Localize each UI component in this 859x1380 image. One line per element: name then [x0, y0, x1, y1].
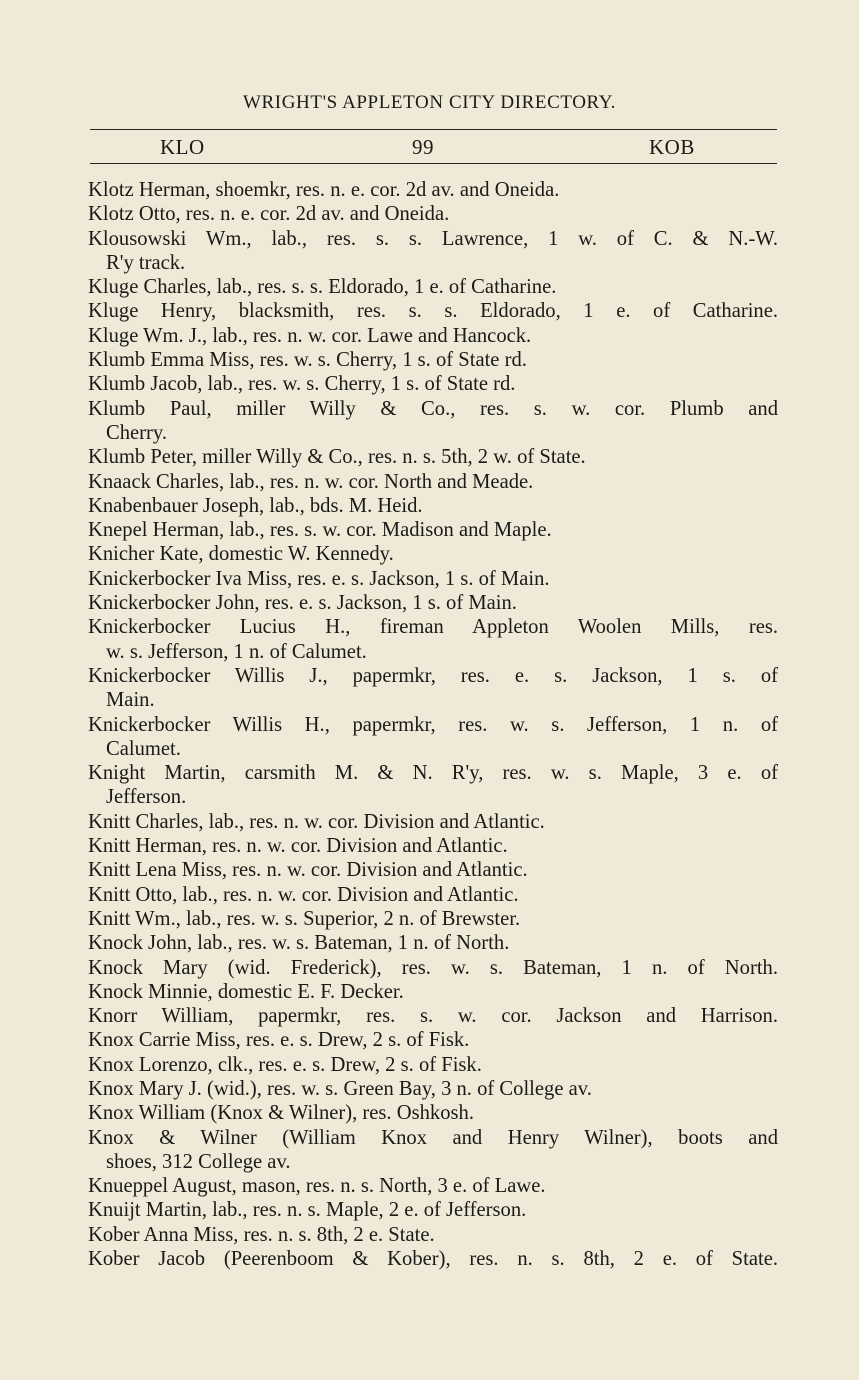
directory-entry: Kluge Henry, blacksmith, res. s. s. Eldorado, 1 e. of Catharine. [88, 300, 778, 323]
page-number: 99 [412, 135, 434, 159]
directory-entry: Knueppel August, mason, res. n. s. North, 3 e. of Lawe. [88, 1175, 546, 1198]
directory-entry: Knox Mary J. (wid.), res. w. s. Green Bay, 3 n. of College av. [88, 1077, 592, 1100]
entry-continuation: shoes, 312 College av. [106, 1150, 291, 1173]
directory-entries [88, 178, 778, 1271]
header-top-rule [90, 129, 777, 130]
directory-entry: Knight Martin, carsmith M. & N. R'y, res. w. s. Maple, 3 e. of [88, 762, 778, 785]
directory-entry: Knox & Wilner (William Knox and Henry Wilner), boots and [88, 1126, 778, 1149]
directory-entry: Knickerbocker Lucius H., fireman Appleton Woolen Mills, res. [88, 616, 778, 639]
directory-entry: Knitt Lena Miss, res. n. w. cor. Division and Atlantic. [88, 859, 528, 882]
directory-entry: Knuijt Martin, lab., res. n. s. Maple, 2 e. of Jefferson. [88, 1199, 527, 1222]
entry-continuation: Cherry. [106, 421, 167, 444]
directory-entry: Knickerbocker Iva Miss, res. e. s. Jackson, 1 s. of Main. [88, 567, 550, 590]
directory-entry: Klumb Jacob, lab., res. w. s. Cherry, 1 s. of State rd. [88, 373, 516, 396]
header-range-start: KLO [160, 135, 205, 159]
directory-entry: Knickerbocker Willis J., papermkr, res. e. s. Jackson, 1 s. of [88, 664, 778, 687]
directory-entry: Kober Anna Miss, res. n. s. 8th, 2 e. State. [88, 1223, 435, 1246]
directory-entry: Klotz Otto, res. n. e. cor. 2d av. and Oneida. [88, 203, 450, 226]
directory-entry: Knitt Charles, lab., res. n. w. cor. Division and Atlantic. [88, 810, 545, 833]
directory-entry: Knock Mary (wid. Frederick), res. w. s. Bateman, 1 n. of North. [88, 956, 778, 979]
directory-entry: Knickerbocker Willis H., papermkr, res. w. s. Jefferson, 1 n. of [88, 713, 778, 736]
directory-entry: Knitt Otto, lab., res. n. w. cor. Division and Atlantic. [88, 883, 519, 906]
entry-continuation: Calumet. [106, 737, 181, 760]
directory-entry: Kluge Charles, lab., res. s. s. Eldorado, 1 e. of Catharine. [88, 276, 557, 299]
directory-entry: Knock Minnie, domestic E. F. Decker. [88, 980, 404, 1003]
directory-entry: Knock John, lab., res. w. s. Bateman, 1 n. of North. [88, 932, 510, 955]
directory-entry: Knorr William, papermkr, res. s. w. cor. Jackson and Harrison. [88, 1005, 778, 1028]
directory-entry: Klotz Herman, shoemkr, res. n. e. cor. 2d av. and Oneida. [88, 179, 560, 201]
directory-entry: Knitt Wm., lab., res. w. s. Superior, 2 n. of Brewster. [88, 907, 521, 930]
header-bottom-rule [90, 163, 777, 164]
directory-entry: Kober Jacob (Peerenboom & Kober), res. n. s. 8th, 2 e. of State. [88, 1248, 778, 1271]
directory-entry: Knepel Herman, lab., res. s. w. cor. Madison and Maple. [88, 519, 552, 542]
directory-entry: Knox William (Knox & Wilner), res. Oshkosh. [88, 1102, 474, 1125]
directory-entry: Knaack Charles, lab., res. n. w. cor. North and Meade. [88, 470, 534, 493]
directory-entry: Klumb Emma Miss, res. w. s. Cherry, 1 s. of State rd. [88, 349, 527, 372]
directory-entry: Knox Lorenzo, clk., res. e. s. Drew, 2 s. of Fisk. [88, 1053, 482, 1076]
directory-entry: Klumb Paul, miller Willy & Co., res. s. w. cor. Plumb and [88, 397, 778, 420]
directory-entry: Knabenbauer Joseph, lab., bds. M. Heid. [88, 494, 423, 517]
directory-entry: Klousowski Wm., lab., res. s. s. Lawrence, 1 w. of C. & N.-W. [88, 227, 778, 250]
entry-continuation: Jefferson. [106, 786, 187, 809]
directory-entry: Knox Carrie Miss, res. e. s. Drew, 2 s. of Fisk. [88, 1029, 470, 1052]
directory-entry: Knickerbocker John, res. e. s. Jackson, 1 s. of Main. [88, 592, 517, 615]
entry-continuation: Main. [106, 689, 155, 712]
directory-entry: Knicher Kate, domestic W. Kennedy. [88, 543, 394, 566]
running-title: WRIGHT'S APPLETON CITY DIRECTORY. [243, 92, 616, 113]
entry-continuation: R'y track. [106, 251, 186, 274]
directory-entry: Knitt Herman, res. n. w. cor. Division and Atlantic. [88, 835, 508, 858]
directory-entry: Klumb Peter, miller Willy & Co., res. n. s. 5th, 2 w. of State. [88, 446, 586, 469]
directory-entry: Kluge Wm. J., lab., res. n. w. cor. Lawe and Hancock. [88, 324, 532, 347]
header-range-end: KOB [649, 135, 695, 159]
entry-continuation: w. s. Jefferson, 1 n. of Calumet. [106, 640, 367, 663]
